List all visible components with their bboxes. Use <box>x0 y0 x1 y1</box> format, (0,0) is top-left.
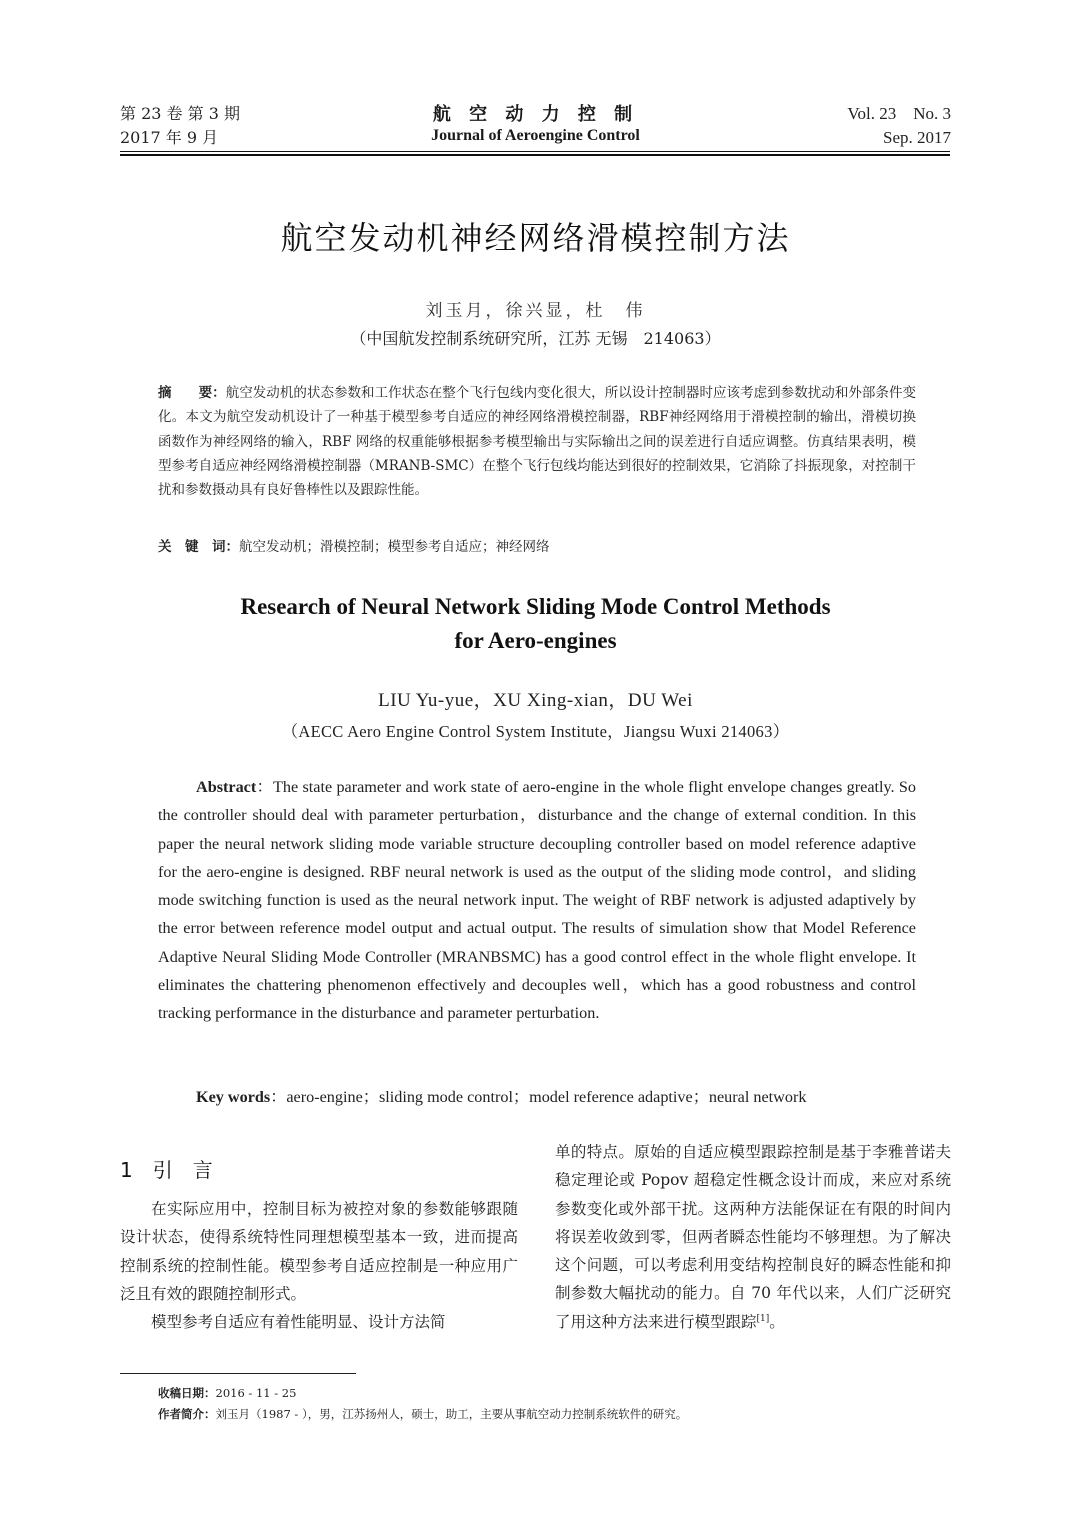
abstract-cn-label: 摘 要： <box>158 385 226 401</box>
publication-date-en: Sep. 2017 <box>883 128 951 147</box>
header-rule-thick <box>120 154 950 156</box>
received-date: 2016 - 11 - 25 <box>215 1386 297 1400</box>
keywords-en-separator: ： <box>270 1088 287 1106</box>
paper-title-en-line1: Research of Neural Network Sliding Mode Control Methods <box>240 594 831 619</box>
abstract-en-text: The state parameter and work state of aero-engine in the whole flight envelope changes greatly. So the controller should deal with parameter perturbation，disturbance and the change of external condition. In this paper the neural network sliding mode variable structure decoupling controller based on model reference adaptive for the aero-engine is designed. RBF neural network is used as the output of the sliding mode control，and sliding mode switching function is used as the neural network input. The weight of RBF network is adjusted adaptively by the error between reference model output and actual output. The results of simulation show that Model Reference Adaptive Neural Sliding Mode Controller (MRANBSMC) has a good control effect in the whole flight envelope. It eliminates the chattering phenomenon effectively and decouples well，which has a good robustness and control tracking performance in the disturbance and parameter perturbation. <box>158 778 917 1023</box>
authors-en: LIU Yu-yue，XU Xing-xian，DU Wei <box>378 690 693 711</box>
bio-label: 作者简介： <box>158 1407 216 1421</box>
body-paragraph: 在实际应用中，控制目标为被控对象的参数能够跟随设计状态，使得系统特性同理想模型基本一致，进而提高控制系统的控制性能。模型参考自适应控制是一种应用广泛且有效的跟随控制形式。 <box>120 1200 518 1303</box>
received-label: 收稿日期： <box>158 1386 216 1400</box>
body-paragraph-text: 单的特点。原始的自适应模型跟踪控制是基于李雅普诺夫稳定理论或 Popov 超稳定性概念设计而成，来应对系统参数变化或外部干扰。这两种方法能保证在有限的时间内将误差收敛到零，但两者瞬态性能均不够理想。为了解决这个问题，可以考虑利用变结构控制良好的瞬态性能和抑制参数大幅扰动的能力。自 70 年代以来，人们广泛研究了用这种方法来进行模型跟踪 <box>555 1143 951 1331</box>
paper-title-cn: 航空发动机神经网络滑模控制方法 <box>280 219 791 257</box>
affiliation-cn: （中国航发控制系统研究所，江苏 无锡 214063） <box>350 329 721 348</box>
keywords-cn-text: 航空发动机；滑模控制；模型参考自适应；神经网络 <box>239 539 550 555</box>
footnote-received <box>158 1384 958 1402</box>
footnote-author-bio <box>158 1405 958 1423</box>
keywords-en-text: aero-engine；sliding mode control；model reference adaptive；neural network <box>286 1088 807 1106</box>
journal-name-cn: 航 空 动 力 控 制 <box>432 104 639 125</box>
authors-cn: 刘玉月，徐兴显，杜 伟 <box>425 301 646 321</box>
body-column-right <box>555 1138 951 1336</box>
abstract-cn-text: 航空发动机的状态参数和工作状态在整个飞行包线内变化很大，所以设计控制器时应该考虑到参数扰动和外部条件变化。本文为航空发动机设计了一种基于模型参考自适应的神经网络滑模控制器，RBF神经网络用于滑模控制的输出，滑模切换函数作为神经网络的输入，RBF 网络的权重能够根据参考模型输出与实际输出之间的误差进行自适应调整。仿真结果表明，模型参考自适应神经网络滑模控制器（MRANB-SMC）在整个飞行包线均能达到很好的控制效果，它消除了抖振现象，对控制干扰和参数摄动具有良好鲁棒性以及跟踪性能。 <box>158 385 917 499</box>
citation-ref: [1] <box>756 1313 770 1324</box>
keywords-cn <box>158 535 916 559</box>
body-column-left <box>120 1195 518 1336</box>
abstract-en-separator: ： <box>256 778 273 796</box>
abstract-cn <box>158 381 916 502</box>
keywords-en-label: Key words <box>196 1088 271 1106</box>
paper-title-en <box>0 590 1071 658</box>
paper-title-en-line2: for Aero-engines <box>454 628 617 653</box>
section-heading-introduction: 1 引 言 <box>120 1158 213 1182</box>
journal-name-en: Journal of Aeroengine Control <box>431 127 640 144</box>
body-paragraph: 模型参考自适应有着性能明显、设计方法简 <box>151 1313 446 1332</box>
keywords-en <box>196 1085 916 1109</box>
affiliation-en: （AECC Aero Engine Control System Institute，Jiangsu Wuxi 214063） <box>281 722 790 741</box>
publication-date-cn: 2017 年 9 月 <box>120 128 219 147</box>
header-rule-thin <box>120 151 950 152</box>
bio-text: 刘玉月（1987 - ），男，江苏扬州人，硕士，助工，主要从事航空动力控制系统软件的研究。 <box>215 1407 688 1421</box>
volume-issue: 第 23 卷 第 3 期 <box>120 104 240 123</box>
body-paragraph-end: 。 <box>769 1312 785 1331</box>
abstract-en-label: Abstract <box>196 778 257 796</box>
abstract-en <box>158 773 916 1028</box>
keywords-cn-label: 关 键 词： <box>158 539 239 555</box>
volume-issue-en: Vol. 23 No. 3 <box>847 104 951 123</box>
body-paragraph-continued <box>555 1138 951 1336</box>
footnote-rule <box>120 1373 356 1374</box>
